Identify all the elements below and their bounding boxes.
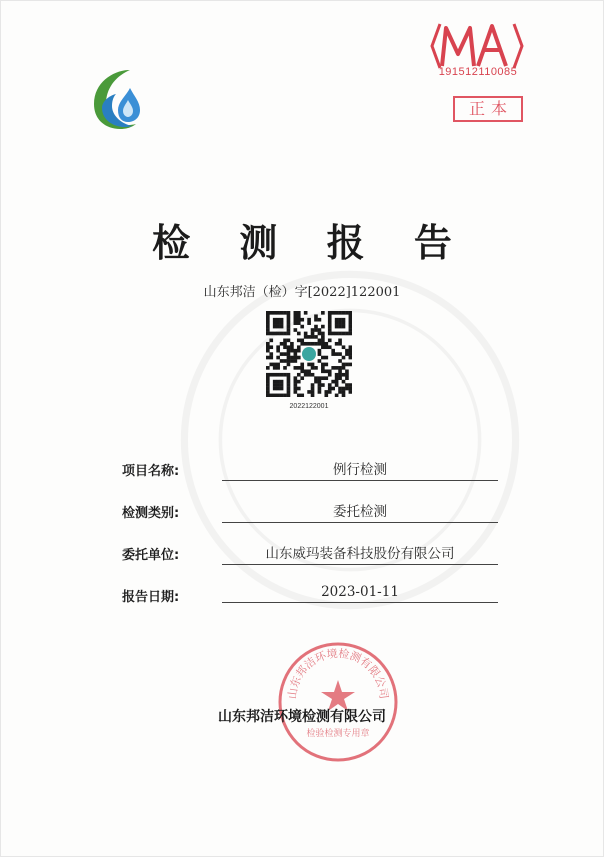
svg-text:山东邦洁环境检测有限公司: 山东邦洁环境检测有限公司 <box>285 646 391 700</box>
report-title: 检 测 报 告 <box>152 220 470 265</box>
field-label: 报告日期: <box>122 590 180 605</box>
field-project-name <box>122 458 502 482</box>
field-value: 山东威玛装备科技股份有限公司 <box>222 542 498 565</box>
water-drop-logo-icon <box>84 64 150 134</box>
cma-number: 191512110085 <box>438 66 518 78</box>
original-copy-stamp: 正本 <box>453 96 523 122</box>
field-label: 检测类别: <box>122 506 180 521</box>
qr-code-icon[interactable] <box>266 311 352 397</box>
svg-text:检验检测专用章: 检验检测专用章 <box>306 729 370 739</box>
field-label: 委托单位: <box>122 548 180 563</box>
field-test-category <box>122 500 502 524</box>
field-value: 2023-01-11 <box>222 584 498 603</box>
report-number: 山东邦洁（检）字[2022]122001 <box>203 285 401 300</box>
issuer-name: 山东邦洁环境检测有限公司 <box>218 709 386 725</box>
field-report-date <box>122 584 502 608</box>
qr-caption: 2022122001 <box>289 403 329 410</box>
company-seal-icon <box>276 640 400 764</box>
field-value: 委托检测 <box>222 500 498 523</box>
field-value: 例行检测 <box>222 458 498 481</box>
field-label: 项目名称: <box>122 464 180 479</box>
field-client <box>122 542 502 566</box>
